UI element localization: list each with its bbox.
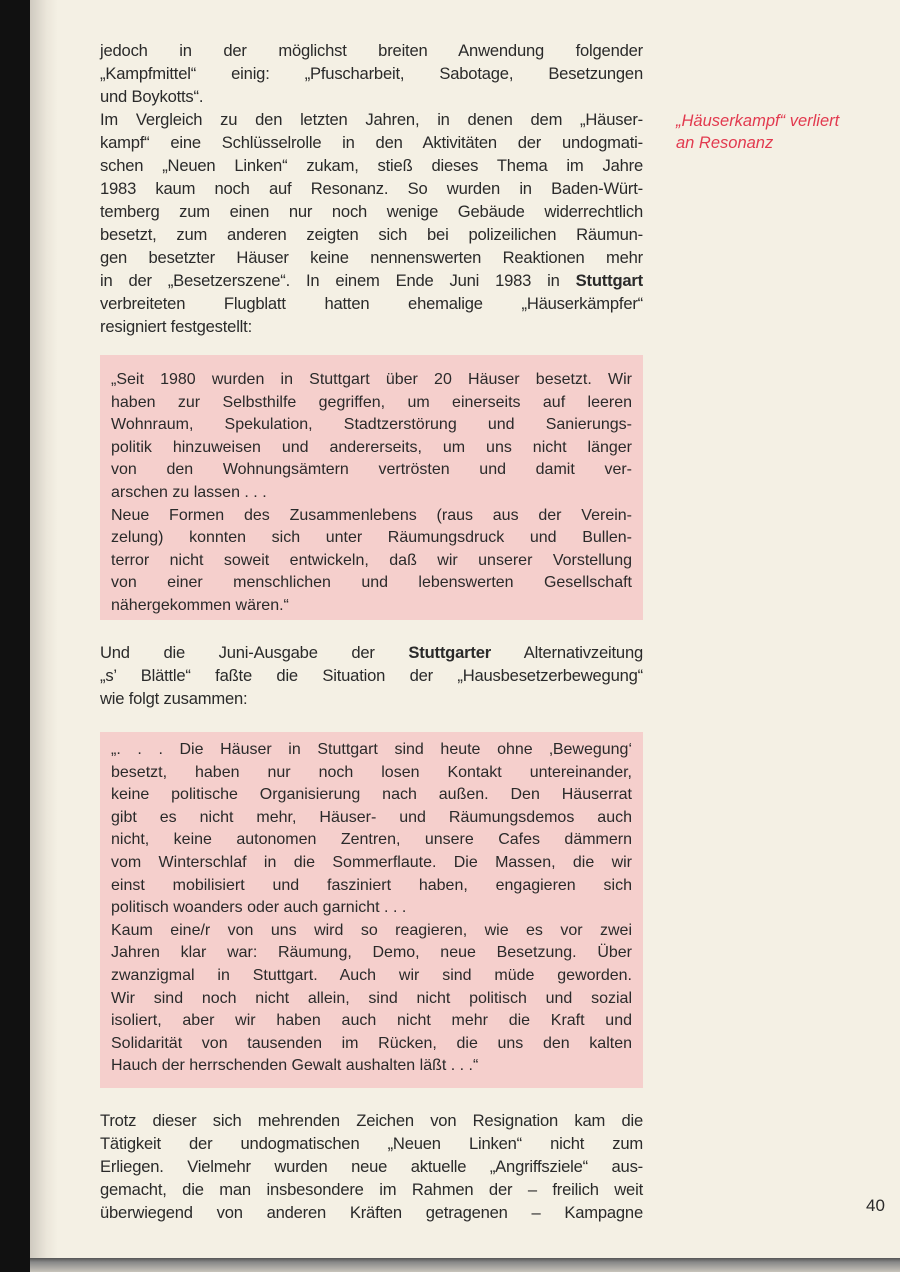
- margin-note-line: „Häuserkampf“ verliert: [676, 112, 840, 130]
- text-line: Trotz dieser sich mehrenden Zeichen von Resignation kam die: [100, 1111, 643, 1130]
- bold-place-name: Stuttgart: [575, 271, 643, 290]
- page-number: 40: [866, 1196, 885, 1215]
- text-line: zwanzigmal in Stuttgart. Auch wir sind müde geworden.: [111, 966, 632, 984]
- text-line: „s’ Blättle“ faßte die Situation der „Hausbesetzerbewegung“: [100, 666, 643, 685]
- text-line: Kaum eine/r von uns wird so reagieren, wie es vor zwei: [111, 921, 632, 939]
- text-line: nicht, keine autonomen Zentren, unsere Cafes dämmern: [111, 831, 632, 849]
- text-line: gibt es nicht mehr, Häuser- und Räumungsdemos auch: [111, 808, 632, 826]
- text-line: von den Wohnungsämtern vertrösten und damit ver-: [111, 461, 632, 479]
- text-line: politisch woanders oder auch garnicht . . .: [111, 899, 407, 917]
- text-line: resigniert festgestellt:: [100, 317, 252, 336]
- text-line: Solidarität von tausenden im Rücken, die uns den kalten: [111, 1034, 632, 1052]
- text-line: von einer menschlichen und lebenswerten Gesellschaft: [111, 574, 632, 592]
- paragraph-2: [100, 641, 643, 710]
- text-line: und Boykotts“.: [100, 87, 204, 106]
- text-line: verbreiteten Flugblatt hatten ehemalige „Häuserkämpfer“: [100, 294, 643, 313]
- text-line: vom Winterschlaf in die Sommerflaute. Die Massen, die wir: [111, 853, 632, 871]
- text-line: Erliegen. Vielmehr wurden neue aktuelle „Angriffsziele“ aus-: [100, 1157, 643, 1176]
- text-line: überwiegend von anderen Kräften getragenen – Kampagne: [100, 1203, 643, 1222]
- text-line: terror nicht soweit entwickeln, daß wir unserer Vorstellung: [111, 551, 632, 569]
- text-line: haben zur Selbsthilfe gegriffen, um einerseits auf leeren: [111, 393, 632, 411]
- bold-place-name: Stuttgarter: [408, 643, 491, 662]
- text-line: wie folgt zusammen:: [100, 689, 248, 708]
- text-line: kampf“ eine Schlüsselrolle in den Aktivitäten der undogmati-: [100, 133, 643, 152]
- text-line: einst mobilisiert und fasziniert haben, engagieren sich: [111, 876, 632, 894]
- text-line: temberg zum einen nur noch wenige Gebäude widerrechtlich: [100, 202, 643, 221]
- text-line: Im Vergleich zu den letzten Jahren, in denen dem „Häuser-: [100, 110, 643, 129]
- text-line: Und die Juni-Ausgabe der Stuttgarter Alternativzeitung: [100, 643, 643, 662]
- text-line: „Seit 1980 wurden in Stuttgart über 20 Häuser besetzt. Wir: [111, 371, 632, 388]
- page-bottom-edge: [30, 1258, 900, 1272]
- text-line: 1983 kaum noch auf Resonanz. So wurden in Baden-Würt-: [100, 179, 643, 198]
- text-line: Neue Formen des Zusammenlebens (raus aus der Verein-: [111, 506, 632, 524]
- text-line: schen „Neuen Linken“ zukam, stieß dieses Thema im Jahre: [100, 156, 643, 175]
- book-binding: [0, 0, 30, 1272]
- paragraph-1: [100, 39, 643, 338]
- text-line: „. . . Die Häuser in Stuttgart sind heute ohne ‚Bewegung‘: [111, 741, 632, 758]
- text-line: in der „Besetzerszene“. In einem Ende Juni 1983 in Stuttgart: [100, 271, 643, 290]
- text-line: Hauch der herrschenden Gewalt aushalten läßt . . .“: [111, 1057, 479, 1075]
- margin-note: [676, 110, 839, 154]
- text-line: gemacht, die man insbesondere im Rahmen der – freilich weit: [100, 1180, 643, 1199]
- text-line: jedoch in der möglichst breiten Anwendung folgender: [100, 41, 643, 60]
- text-line: Tätigkeit der undogmatischen „Neuen Linken“ nicht zum: [100, 1134, 643, 1153]
- quote-box-1: [100, 355, 643, 620]
- text-line: zelung) konnten sich unter Räumungsdruck und Bullen-: [111, 529, 632, 547]
- text-line: „Kampfmittel“ einig: „Pfuscharbeit, Sabotage, Besetzungen: [100, 64, 643, 83]
- text-line: keine politische Organisierung nach außen. Den Häuserrat: [111, 786, 632, 804]
- page-gutter: [30, 0, 58, 1272]
- text-line: gen besetzter Häuser keine nennenswerten Reaktionen mehr: [100, 248, 643, 267]
- text-line: politik hinzuweisen und andererseits, um uns nicht länger: [111, 438, 632, 456]
- quote-box-2: [100, 732, 643, 1088]
- text-line: arschen zu lassen . . .: [111, 483, 267, 501]
- text-line: nähergekommen wären.“: [111, 596, 289, 614]
- margin-note-line: an Resonanz: [676, 134, 774, 152]
- text-line: besetzt, zum anderen zeigten sich bei polizeilichen Räumun-: [100, 225, 643, 244]
- paragraph-3: [100, 1109, 643, 1224]
- text-line: Wohnraum, Spekulation, Stadtzerstörung und Sanierungs-: [111, 416, 632, 434]
- text-line: Wir sind noch nicht allein, sind nicht politisch und sozial: [111, 989, 632, 1007]
- text-line: Jahren klar war: Räumung, Demo, neue Besetzung. Über: [111, 944, 632, 962]
- text-line: isoliert, aber wir haben auch nicht mehr die Kraft und: [111, 1012, 632, 1030]
- text-line: besetzt, haben nur noch losen Kontakt untereinander,: [111, 763, 632, 781]
